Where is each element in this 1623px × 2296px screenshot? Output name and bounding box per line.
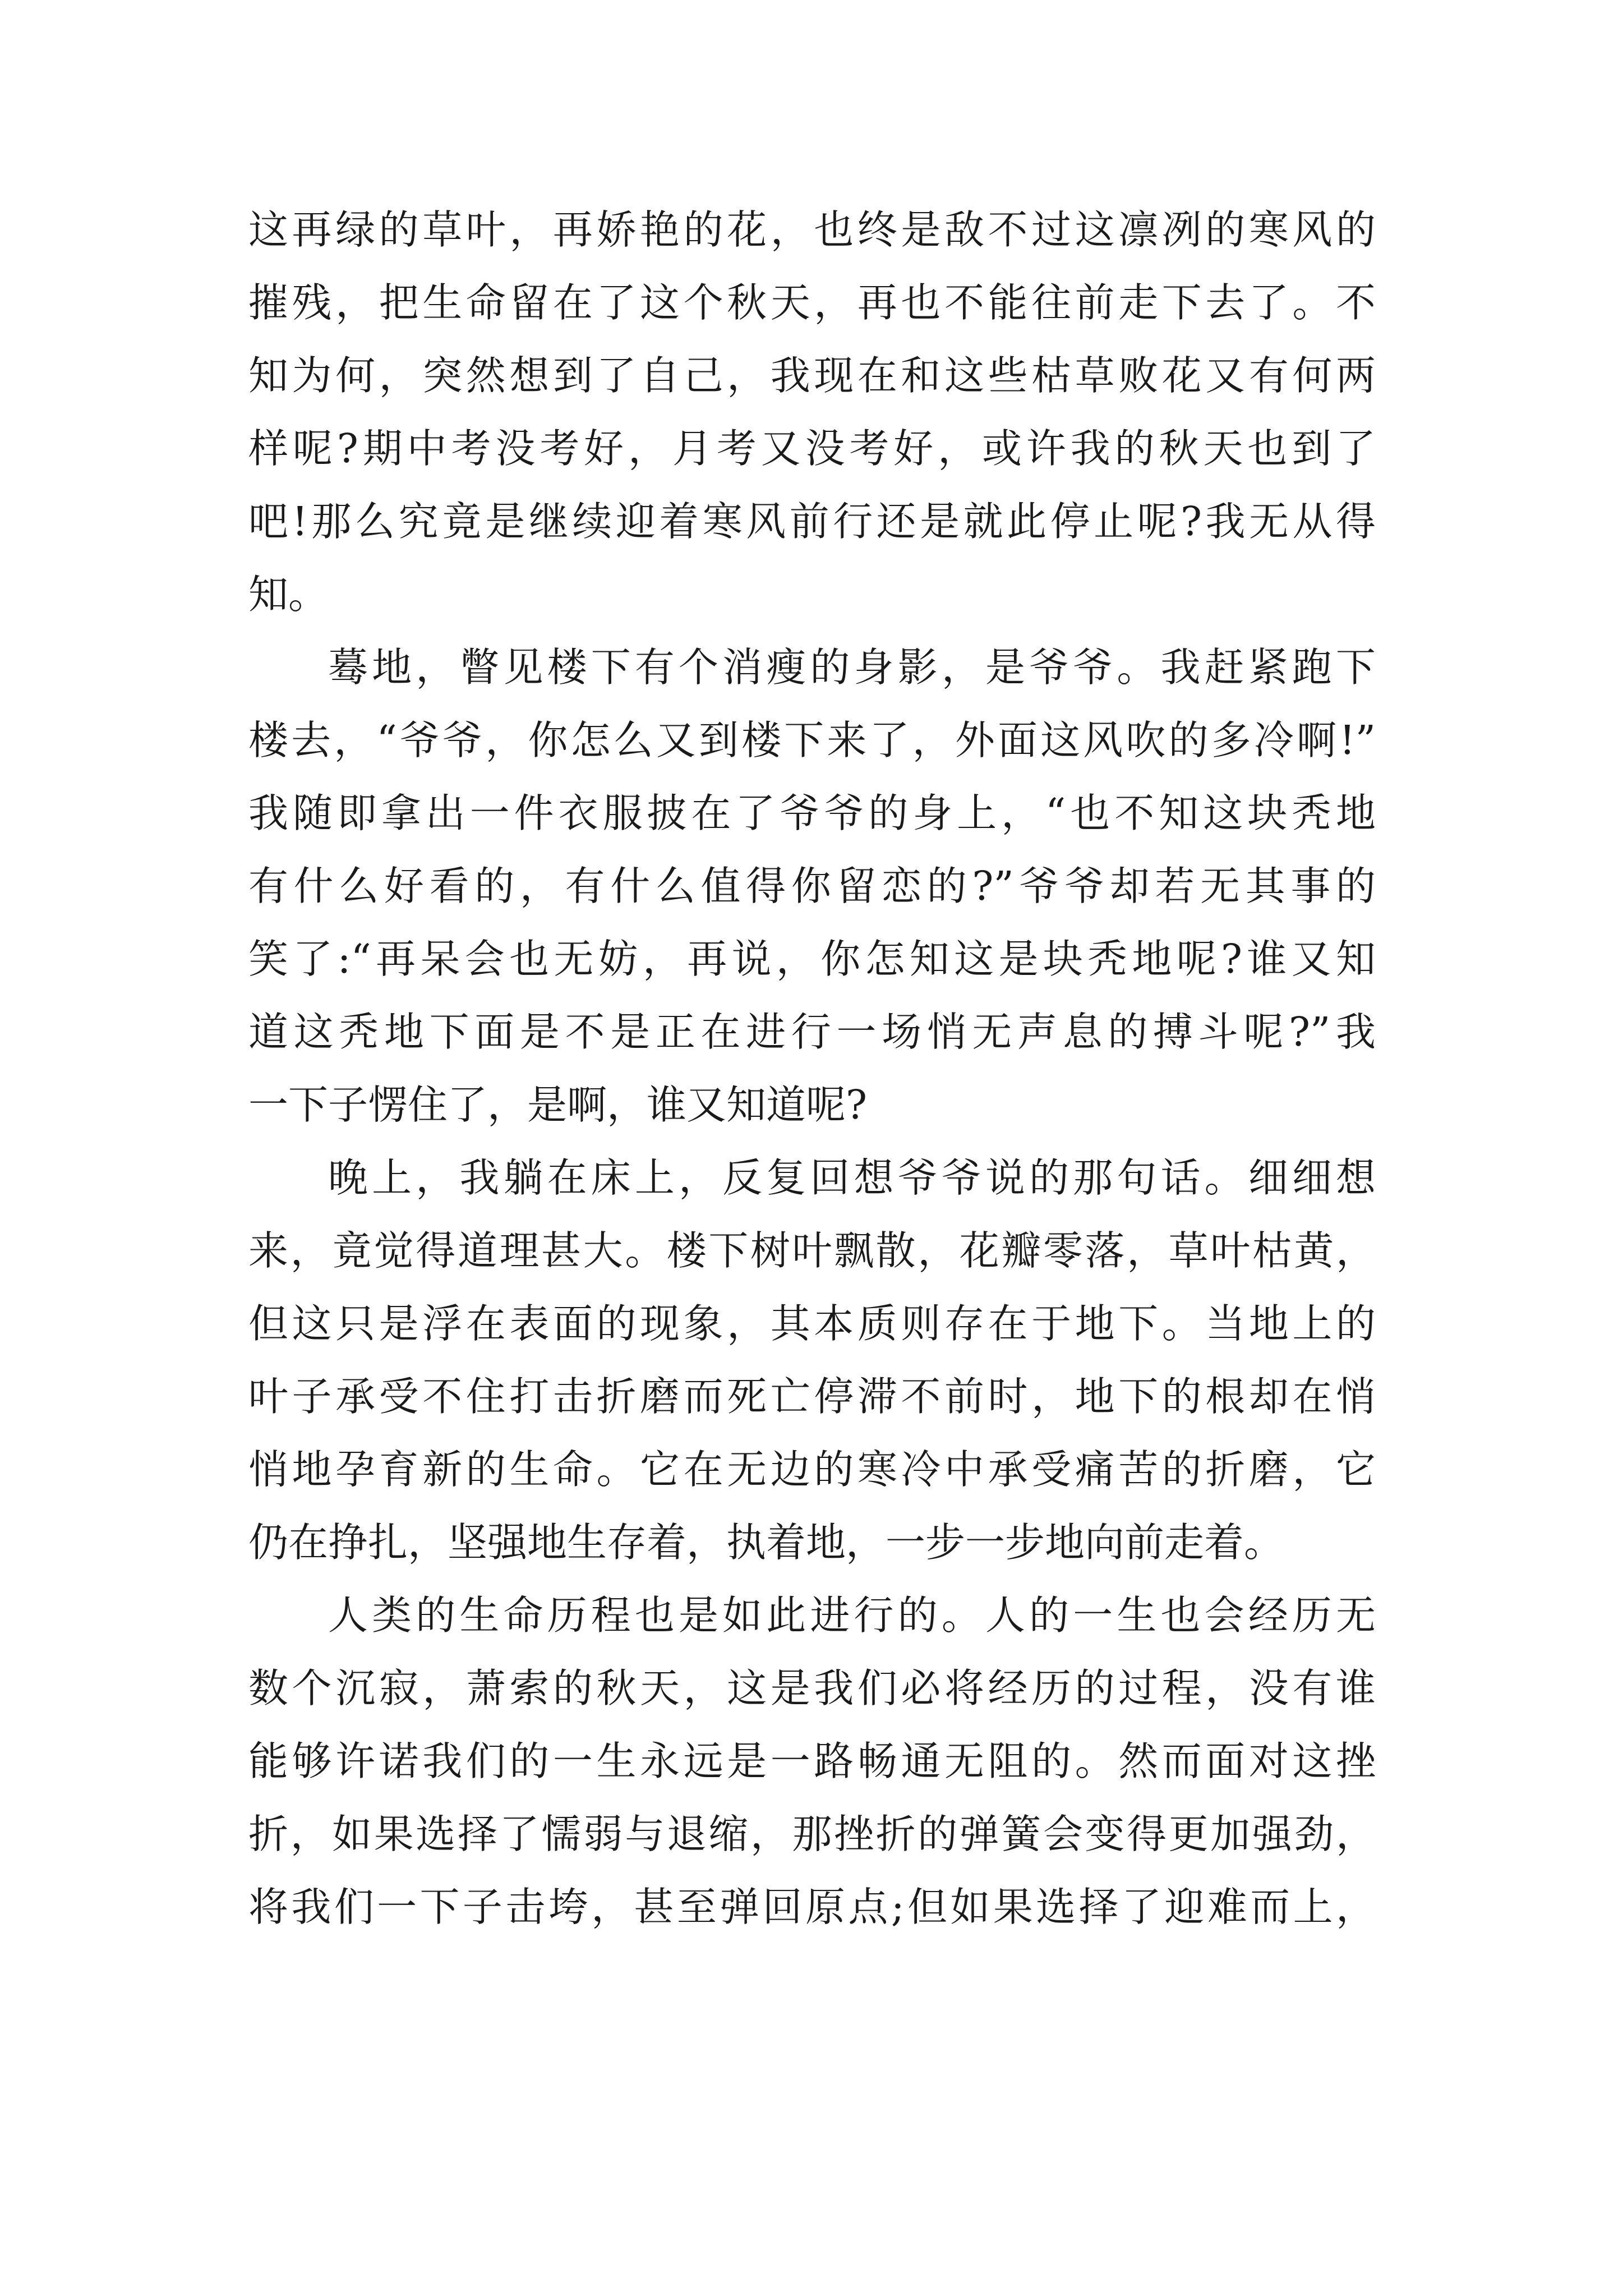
text-line: 但这只是浮在表面的现象，其本质则存在于地下。当地上的	[248, 1300, 1376, 1347]
text-line: 叶子承受不住打击折磨而死亡停滞不前时，地下的根却在悄	[248, 1373, 1376, 1420]
paragraph-1	[248, 194, 1376, 631]
text-line: 道这秃地下面是不是正在进行一场悄无声息的搏斗呢?”我	[248, 1009, 1376, 1055]
text-line: 数个沉寂，萧索的秋天，这是我们必将经历的过程，没有谁	[248, 1665, 1376, 1711]
paragraph-2	[248, 631, 1376, 1142]
text-line: 有什么好看的，有什么值得你留恋的?”爷爷却若无其事的	[248, 863, 1376, 909]
paragraph-3	[248, 1142, 1376, 1579]
text-line: 样呢?期中考没考好，月考又没考好，或许我的秋天也到了	[248, 425, 1376, 472]
text-line: 晚上，我躺在床上，反复回想爷爷说的那句话。细细想	[328, 1154, 1376, 1201]
paragraph-4	[248, 1579, 1376, 1944]
text-line: 折，如果选择了懦弱与退缩，那挫折的弹簧会变得更加强劲，	[248, 1811, 1376, 1857]
text-line: 楼去，“爷爷，你怎么又到楼下来了，外面这风吹的多冷啊!”	[248, 717, 1376, 763]
text-line: 吧!那么究竟是继续迎着寒风前行还是就此停止呢?我无从得	[248, 498, 1376, 545]
text-line: 知。	[248, 571, 329, 618]
text-line: 将我们一下子击垮，甚至弹回原点;但如果选择了迎难而上，	[248, 1884, 1376, 1930]
text-line: 悄地孕育新的生命。它在无边的寒冷中承受痛苦的折磨，它	[248, 1446, 1376, 1493]
text-line: 能够许诺我们的一生永远是一路畅通无阻的。然而面对这挫	[248, 1738, 1376, 1784]
text-line: 人类的生命历程也是如此进行的。人的一生也会经历无	[328, 1592, 1376, 1639]
text-line: 一下子愣住了，是啊，谁又知道呢?	[248, 1082, 868, 1128]
text-line: 仍在挣扎，坚强地生存着，执着地，一步一步地向前走着。	[248, 1519, 1284, 1566]
text-line: 我随即拿出一件衣服披在了爷爷的身上，“也不知这块秃地	[248, 790, 1376, 836]
document-body	[248, 194, 1376, 1944]
text-line: 摧残，把生命留在了这个秋天，再也不能往前走下去了。不	[248, 279, 1376, 326]
text-line: 这再绿的草叶，再娇艳的花，也终是敌不过这凛冽的寒风的	[248, 206, 1376, 253]
text-line: 蓦地，瞥见楼下有个消瘦的身影，是爷爷。我赶紧跑下	[328, 644, 1376, 691]
text-line: 来，竟觉得道理甚大。楼下树叶飘散，花瓣零落，草叶枯黄，	[248, 1227, 1376, 1274]
text-line: 笑了:“再呆会也无妨，再说，你怎知这是块秃地呢?谁又知	[248, 936, 1376, 982]
text-line: 知为何，突然想到了自己，我现在和这些枯草败花又有何两	[248, 352, 1376, 399]
